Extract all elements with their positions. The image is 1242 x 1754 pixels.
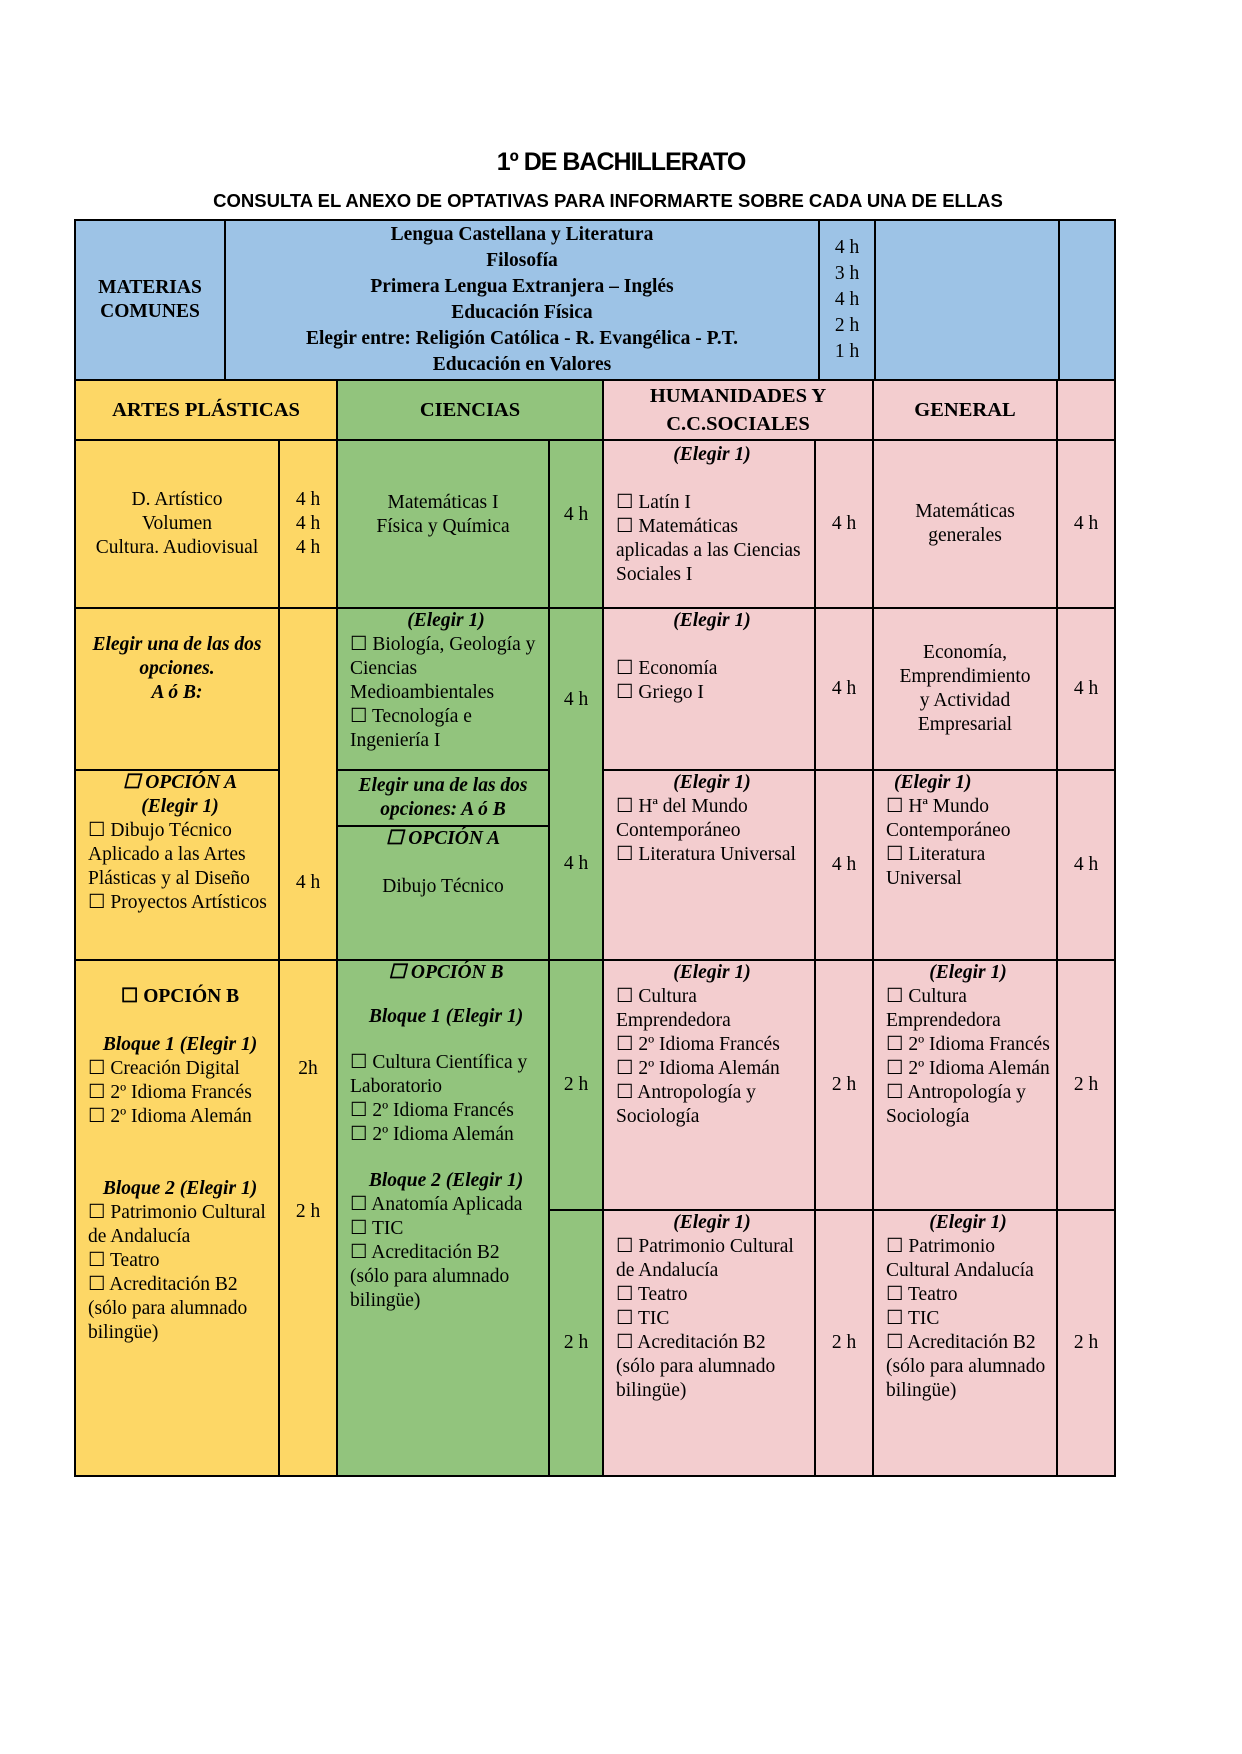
elegir-label: (Elegir 1): [673, 772, 751, 793]
row4-hum-hours-b1: [814, 959, 874, 1211]
row3-general-options: [872, 769, 1058, 961]
hours: 4 h: [831, 513, 857, 534]
option-item: ☐ 2º Idioma Francés: [88, 1082, 252, 1103]
option-item: ☐ TIC: [616, 1308, 670, 1329]
option-item: ☐ Patrimonio Cultural Andalucía: [886, 1236, 1034, 1281]
option-item: ☐ Teatro: [616, 1284, 688, 1305]
opcion-b-label: ☐ OPCIÓN B: [120, 986, 240, 1007]
option-item: ☐ Griego I: [616, 682, 704, 703]
choice-text: A ó B:: [151, 682, 203, 703]
row3-hum-options: [602, 769, 816, 961]
option-item: ☐ 2º Idioma Francés: [886, 1034, 1050, 1055]
row4-general-hours-b1: [1056, 959, 1116, 1211]
comunes-subject: Educación en Valores: [432, 354, 612, 375]
row23-ciencias-hours: [548, 607, 604, 961]
option-item: ☐ Cultura Emprendedora: [616, 986, 731, 1031]
comunes-empty-cell: [874, 219, 1060, 381]
option-item: ☐ Acreditación B2 (sólo para alumnado bilingüe): [616, 1332, 776, 1401]
option-item: ☐ Teatro: [886, 1284, 958, 1305]
hours: 4 h: [295, 489, 321, 510]
subject: Volumen: [141, 513, 213, 534]
row1-general-hours: [1056, 439, 1116, 609]
row1-artes-hours: [278, 439, 338, 609]
option-item: ☐ Tecnología e Ingeniería I: [350, 706, 472, 751]
header-humanidades: [602, 379, 874, 441]
choice-text: opciones: A ó B: [380, 799, 506, 820]
option-item: ☐ Latín I: [616, 492, 691, 513]
subject: Matemáticas: [915, 501, 1015, 522]
hours: 4 h: [295, 537, 321, 558]
row2-general-subject: [872, 607, 1058, 771]
row4-general-hours-b2: [1056, 1209, 1116, 1477]
row3-artes-opcion-a: [74, 769, 280, 961]
subject: Cultura. Audiovisual: [95, 537, 259, 558]
hours: 4 h: [295, 513, 321, 534]
row1-artes-subjects: [74, 439, 280, 609]
comunes-subject: Lengua Castellana y Literatura: [390, 224, 654, 245]
elegir-label: (Elegir 1): [929, 962, 1007, 983]
elegir-label: (Elegir 1): [407, 610, 485, 631]
option-item: ☐ Acreditación B2 (sólo para alumnado bilingüe): [350, 1242, 510, 1311]
comunes-hours: 3 h: [834, 263, 860, 284]
row4-general-bloque1: [872, 959, 1058, 1211]
subject: Empresarial: [917, 714, 1013, 735]
elegir-label: (Elegir 1): [141, 796, 219, 817]
elegir-label: (Elegir 1): [673, 1212, 751, 1233]
page-title: 1º DE BACHILLERATO: [496, 148, 746, 176]
subject: Dibujo Técnico: [382, 876, 504, 897]
hours: 2 h: [1073, 1074, 1099, 1095]
comunes-hours: 1 h: [834, 341, 860, 362]
hours: 2 h: [1073, 1332, 1099, 1353]
row3-hum-hours: [814, 769, 874, 961]
hours: 4 h: [563, 504, 589, 525]
row2-general-hours: [1056, 607, 1116, 771]
row4-ciencias-hours-b2: [548, 1209, 604, 1477]
hours: 2 h: [295, 1201, 321, 1222]
hours: 4 h: [1073, 854, 1099, 875]
option-item: ☐ 2º Idioma Alemán: [88, 1106, 252, 1127]
hours: 4 h: [1073, 513, 1099, 534]
row2-hum-hours: [814, 607, 874, 771]
option-item: ☐ TIC: [886, 1308, 940, 1329]
choice-text: Elegir una de las dos: [92, 634, 262, 655]
elegir-label: (Elegir 1): [673, 610, 751, 631]
page-subtitle: CONSULTA EL ANEXO DE OPTATIVAS PARA INFORMARTE SOBRE CADA UNA DE ELLAS: [213, 190, 1003, 211]
comunes-empty-cell: [1058, 219, 1116, 381]
subject: D. Artístico: [131, 489, 223, 510]
bloque-label: Bloque 2 (Elegir 1): [368, 1170, 524, 1191]
elegir-label: (Elegir 1): [929, 1212, 1007, 1233]
option-item: ☐ Antropología y Sociología: [886, 1082, 1026, 1127]
comunes-label-cell: [74, 219, 226, 381]
row3-ciencias-opcion-a: [336, 825, 550, 961]
opcion-a-label: ☐ OPCIÓN A: [122, 772, 238, 793]
elegir-label: (Elegir 1): [894, 772, 972, 793]
row1-ciencias-hours: [548, 439, 604, 609]
subject: Física y Química: [376, 516, 510, 537]
comunes-hours: 4 h: [834, 289, 860, 310]
subject: y Actividad: [919, 690, 1011, 711]
hours: 4 h: [563, 853, 589, 874]
hours: 2 h: [563, 1074, 589, 1095]
comunes-subject: Elegir entre: Religión Católica - R. Evangélica - P.T.: [305, 328, 739, 349]
row4-ciencias-hours-b1: [548, 959, 604, 1211]
subject: Emprendimiento: [899, 666, 1031, 687]
row4-artes-opcion-b: [74, 959, 280, 1477]
comunes-hours: 4 h: [834, 237, 860, 258]
option-item: ☐ TIC: [350, 1218, 404, 1239]
hours: 4 h: [831, 678, 857, 699]
row4-ciencias-opcion-b: [336, 959, 550, 1477]
row2-artes-choice: [74, 607, 280, 771]
option-item: ☐ Acreditación B2 (sólo para alumnado bilingüe): [886, 1332, 1046, 1401]
elegir-label: (Elegir 1): [673, 962, 751, 983]
hours: 2 h: [831, 1332, 857, 1353]
option-item: ☐ Hª Mundo Contemporáneo: [886, 796, 1011, 841]
comunes-label-line: MATERIAS: [98, 277, 202, 298]
header-general-label: GENERAL: [914, 399, 1016, 421]
comunes-hours-cell: [818, 219, 876, 381]
row3-ciencias-choice: [336, 769, 550, 827]
hours: 4 h: [563, 689, 589, 710]
option-item: ☐ 2º Idioma Alemán: [350, 1124, 514, 1145]
hours: 4 h: [295, 872, 321, 893]
option-item: ☐ Dibujo Técnico Aplicado a las Artes Plásticas y al Diseño: [88, 820, 250, 889]
hours: 2h: [298, 1058, 318, 1079]
elegir-label: (Elegir 1): [673, 444, 751, 465]
row3-general-hours: [1056, 769, 1116, 961]
row1-hum-options: [602, 439, 816, 609]
row4-hum-hours-b2: [814, 1209, 874, 1477]
header-artes: [74, 379, 338, 441]
header-ciencias-label: CIENCIAS: [419, 399, 521, 421]
hours: 2 h: [563, 1332, 589, 1353]
subject: Economía,: [923, 642, 1007, 663]
option-item: ☐ Anatomía Aplicada: [350, 1194, 523, 1215]
option-item: ☐ Biología, Geología y Ciencias Medioambientales: [350, 634, 536, 703]
option-item: ☐ Cultura Científica y Laboratorio: [350, 1052, 528, 1097]
hours: 4 h: [1073, 678, 1099, 699]
header-ciencias: [336, 379, 604, 441]
option-item: ☐ 2º Idioma Alemán: [616, 1058, 780, 1079]
option-item: ☐ Patrimonio Cultural de Andalucía: [88, 1202, 266, 1247]
comunes-subjects-cell: [224, 219, 820, 381]
opcion-a-label: ☐ OPCIÓN A: [385, 828, 501, 849]
subject: Matemáticas I: [387, 492, 499, 513]
comunes-subject: Primera Lengua Extranjera – Inglés: [370, 276, 674, 297]
comunes-subject: Filosofía: [486, 250, 558, 271]
row4-artes-hours: [278, 959, 338, 1477]
option-item: ☐ Patrimonio Cultural de Andalucía: [616, 1236, 794, 1281]
option-item: ☐ Acreditación B2 (sólo para alumnado bilingüe): [88, 1274, 248, 1343]
option-item: ☐ Teatro: [88, 1250, 160, 1271]
row4-hum-bloque1: [602, 959, 816, 1211]
hours: 2 h: [831, 1074, 857, 1095]
option-item: ☐ Matemáticas aplicadas a las Ciencias Sociales I: [616, 516, 801, 585]
bloque-label: Bloque 2 (Elegir 1): [102, 1178, 258, 1199]
option-item: ☐ Antropología y Sociología: [616, 1082, 756, 1127]
opcion-b-label: ☐ OPCIÓN B: [388, 962, 504, 983]
row2-hum-options: [602, 607, 816, 771]
option-item: ☐ 2º Idioma Alemán: [886, 1058, 1050, 1079]
hours: 4 h: [831, 854, 857, 875]
header-humanidades-label: HUMANIDADES Y: [649, 385, 827, 407]
bloque-label: Bloque 1 (Elegir 1): [102, 1034, 258, 1055]
header-humanidades-label: C.C.SOCIALES: [666, 413, 810, 435]
bloque-label: Bloque 1 (Elegir 1): [368, 1006, 524, 1027]
comunes-hours: 2 h: [834, 315, 860, 336]
comunes-label-line: COMUNES: [100, 301, 200, 322]
header-general: [872, 379, 1058, 441]
option-item: ☐ Literatura Universal: [616, 844, 796, 865]
option-item: ☐ 2º Idioma Francés: [616, 1034, 780, 1055]
option-item: ☐ Economía: [616, 658, 718, 679]
subject: generales: [928, 525, 1002, 546]
header-artes-label: ARTES PLÁSTICAS: [112, 399, 300, 421]
choice-text: opciones.: [139, 658, 215, 679]
comunes-subject: Educación Física: [451, 302, 593, 323]
row4-hum-bloque2: [602, 1209, 816, 1477]
header-empty: [1056, 379, 1116, 441]
row1-ciencias-subjects: [336, 439, 550, 609]
option-item: ☐ Proyectos Artísticos: [88, 892, 267, 913]
row23-artes-hours: [278, 607, 338, 961]
row2-ciencias-options: [336, 607, 550, 771]
row1-general-subject: [872, 439, 1058, 609]
option-item: ☐ Hª del Mundo Contemporáneo: [616, 796, 748, 841]
row4-general-bloque2: [872, 1209, 1058, 1477]
option-item: ☐ 2º Idioma Francés: [350, 1100, 514, 1121]
row1-hum-hours: [814, 439, 874, 609]
option-item: ☐ Cultura Emprendedora: [886, 986, 1001, 1031]
option-item: ☐ Literatura Universal: [886, 844, 986, 889]
option-item: ☐ Creación Digital: [88, 1058, 240, 1079]
choice-text: Elegir una de las dos: [358, 775, 528, 796]
